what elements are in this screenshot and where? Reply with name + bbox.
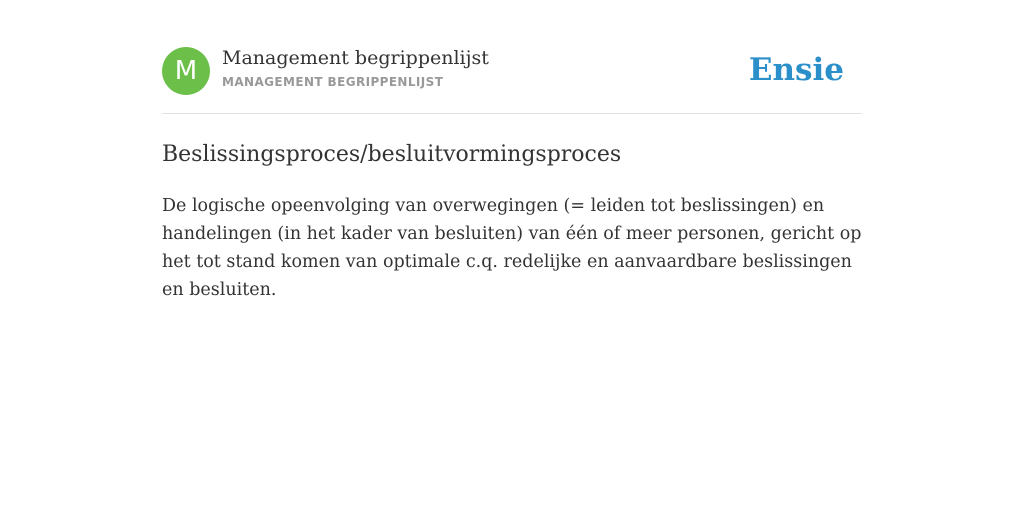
term-definition: De logische opeenvolging van overwegingen (= leiden tot beslissingen) en handelingen (in het kader van besluiten) van één of meer personen, gericht op het tot stand komen van optimale c.q. redelijke en aanvaardbare beslissingen en besluiten. (162, 196, 862, 300)
list-title[interactable]: Management begrippenlijst (222, 47, 489, 69)
ensie-logo[interactable]: Ensie (748, 52, 844, 88)
list-titles (222, 45, 489, 93)
list-subtitle: MANAGEMENT BEGRIPPENLIJST (222, 75, 444, 89)
definition-card (162, 0, 862, 304)
term-title: Beslissingsproces/besluitvormingsproces (162, 142, 622, 167)
card-header (162, 0, 862, 114)
list-avatar[interactable]: M (162, 47, 210, 95)
